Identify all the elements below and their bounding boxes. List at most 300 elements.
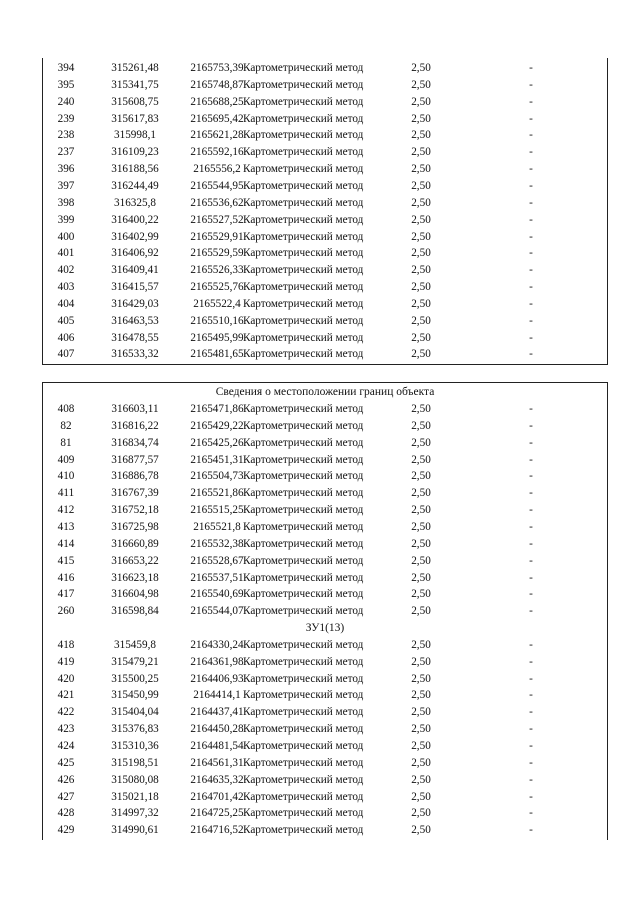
coord-y-cell: 2165481,65: [190, 348, 244, 361]
table-row: [43, 654, 607, 671]
accuracy-cell: 2,50: [411, 605, 431, 618]
note-cell: -: [529, 706, 533, 719]
point-number-cell: 400: [57, 230, 75, 243]
note-cell: -: [529, 537, 533, 550]
accuracy-cell: 2,50: [411, 638, 431, 651]
coord-y-cell: 2165521,86: [190, 487, 244, 500]
accuracy-cell: 2,50: [411, 706, 431, 719]
coord-y-cell: 2164716,52: [190, 824, 244, 837]
method-cell: Картометрический метод: [243, 314, 364, 327]
method-cell: Картометрический метод: [243, 672, 364, 685]
coord-x-cell: 316653,22: [111, 554, 159, 567]
coord-x-cell: 314990,61: [111, 824, 159, 837]
table-row: [43, 687, 607, 704]
method-cell: Картометрический метод: [243, 129, 364, 142]
coord-x-cell: 316604,98: [111, 588, 159, 601]
note-cell: -: [529, 756, 533, 769]
point-number-cell: 408: [57, 403, 75, 415]
note-cell: -: [529, 348, 533, 361]
note-cell: -: [529, 453, 533, 466]
point-number-cell: 399: [57, 213, 75, 226]
method-cell: Картометрический метод: [243, 348, 364, 361]
point-number-cell: 417: [57, 588, 75, 601]
point-number-cell: 401: [57, 247, 75, 260]
point-number-cell: 416: [57, 571, 75, 584]
point-number-cell: 82: [60, 419, 72, 432]
method-cell: Картометрический метод: [243, 588, 364, 601]
note-cell: -: [529, 213, 533, 226]
method-cell: Картометрический метод: [243, 706, 364, 719]
point-number-cell: 409: [57, 453, 75, 466]
table-row: [43, 262, 607, 279]
table-row: [43, 603, 607, 620]
note-cell: -: [529, 314, 533, 327]
accuracy-cell: 2,50: [411, 807, 431, 820]
accuracy-cell: 2,50: [411, 163, 431, 176]
point-number-cell: 240: [57, 95, 75, 108]
coord-y-cell: 2164361,98: [190, 655, 244, 668]
accuracy-cell: 2,50: [411, 62, 431, 74]
accuracy-cell: 2,50: [411, 213, 431, 226]
method-cell: Картометрический метод: [243, 470, 364, 483]
method-cell: Картометрический метод: [243, 403, 364, 415]
method-cell: Картометрический метод: [243, 196, 364, 209]
point-number-cell: 428: [57, 807, 75, 820]
accuracy-cell: 2,50: [411, 95, 431, 108]
table-row: [43, 519, 607, 536]
coord-y-cell: 2164414,1: [193, 689, 241, 702]
method-cell: Картометрический метод: [243, 824, 364, 837]
method-cell: Картометрический метод: [243, 230, 364, 243]
accuracy-cell: 2,50: [411, 297, 431, 310]
table-row: [43, 671, 607, 688]
coord-y-cell: 2164330,24: [190, 638, 244, 651]
accuracy-cell: 2,50: [411, 348, 431, 361]
method-cell: Картометрический метод: [243, 504, 364, 517]
method-cell: Картометрический метод: [243, 179, 364, 192]
table-row: [43, 822, 607, 839]
method-cell: Картометрический метод: [243, 247, 364, 260]
note-cell: -: [529, 638, 533, 651]
method-cell: Картометрический метод: [243, 605, 364, 618]
note-cell: -: [529, 470, 533, 483]
coord-y-cell: 2164437,41: [190, 706, 244, 719]
note-cell: -: [529, 571, 533, 584]
note-cell: -: [529, 520, 533, 533]
coord-y-cell: 2165536,62: [190, 196, 244, 209]
method-cell: Картометрический метод: [243, 807, 364, 820]
point-number-cell: 420: [57, 672, 75, 685]
method-cell: Картометрический метод: [243, 95, 364, 108]
method-cell: Картометрический метод: [243, 537, 364, 550]
accuracy-cell: 2,50: [411, 723, 431, 736]
note-cell: -: [529, 403, 533, 415]
accuracy-cell: 2,50: [411, 740, 431, 752]
point-number-cell: 427: [57, 790, 75, 803]
table-row: [43, 502, 607, 519]
table-row: [43, 586, 607, 603]
table-row: [43, 313, 607, 330]
accuracy-cell: 2,50: [411, 129, 431, 142]
coord-x-cell: 315450,99: [111, 689, 159, 702]
coord-x-cell: 315617,83: [111, 112, 159, 125]
note-cell: -: [529, 196, 533, 209]
accuracy-cell: 2,50: [411, 655, 431, 668]
accuracy-cell: 2,50: [411, 756, 431, 769]
method-cell: Картометрический метод: [243, 453, 364, 466]
coord-y-cell: 2164725,25: [190, 807, 244, 820]
accuracy-cell: 2,50: [411, 790, 431, 803]
method-cell: Картометрический метод: [243, 571, 364, 584]
note-cell: -: [529, 436, 533, 449]
point-number-cell: 424: [57, 740, 75, 752]
accuracy-cell: 2,50: [411, 230, 431, 243]
coord-x-cell: 316402,99: [111, 230, 159, 243]
accuracy-cell: 2,50: [411, 537, 431, 550]
method-cell: Картометрический метод: [243, 723, 364, 736]
coord-y-cell: 2164406,93: [190, 672, 244, 685]
coord-y-cell: 2165753,39: [190, 62, 244, 74]
note-cell: -: [529, 112, 533, 125]
coord-y-cell: 2165527,52: [190, 213, 244, 226]
table-row: [43, 127, 607, 144]
accuracy-cell: 2,50: [411, 689, 431, 702]
accuracy-cell: 2,50: [411, 179, 431, 192]
point-number-cell: 418: [57, 638, 75, 651]
coord-y-cell: 2165544,07: [190, 605, 244, 618]
coord-y-cell: 2164561,31: [190, 756, 244, 769]
table-row: [43, 245, 607, 262]
coord-x-cell: 316244,49: [111, 179, 159, 192]
coord-y-cell: 2165471,86: [190, 403, 244, 415]
section-subtitle: ЗУ1(13): [305, 622, 345, 635]
point-number-cell: 260: [57, 605, 75, 618]
coord-x-cell: 315404,04: [111, 706, 159, 719]
method-cell: Картометрический метод: [243, 520, 364, 533]
point-number-cell: 398: [57, 196, 75, 209]
accuracy-cell: 2,50: [411, 419, 431, 432]
point-number-cell: 410: [57, 470, 75, 483]
method-cell: Картометрический метод: [243, 146, 364, 159]
accuracy-cell: 2,50: [411, 672, 431, 685]
table-row: [43, 296, 607, 313]
note-cell: -: [529, 723, 533, 736]
accuracy-cell: 2,50: [411, 112, 431, 125]
coord-y-cell: 2165522,4: [193, 297, 241, 310]
coord-x-cell: 315341,75: [111, 78, 159, 91]
coord-x-cell: 315080,08: [111, 773, 159, 786]
table-row: [43, 94, 607, 111]
coord-y-cell: 2164450,28: [190, 723, 244, 736]
table-row: [43, 772, 607, 789]
table-row: [43, 77, 607, 94]
coord-y-cell: 2165544,95: [190, 179, 244, 192]
coord-x-cell: 315608,75: [111, 95, 159, 108]
table-row: [43, 805, 607, 822]
note-cell: -: [529, 807, 533, 820]
method-cell: Картометрический метод: [243, 740, 364, 752]
accuracy-cell: 2,50: [411, 824, 431, 837]
point-number-cell: 425: [57, 756, 75, 769]
point-number-cell: 423: [57, 723, 75, 736]
point-number-cell: 81: [60, 436, 72, 449]
boundary-table-object: [42, 382, 608, 840]
point-number-cell: 394: [57, 62, 75, 74]
coord-y-cell: 2165528,67: [190, 554, 244, 567]
method-cell: Картометрический метод: [243, 773, 364, 786]
coord-x-cell: 316816,22: [111, 419, 159, 432]
method-cell: Картометрический метод: [243, 419, 364, 432]
table-row: [43, 144, 607, 161]
coord-x-cell: 316406,92: [111, 247, 159, 260]
method-cell: Картометрический метод: [243, 487, 364, 500]
table-row: [43, 721, 607, 738]
table-row: [43, 553, 607, 570]
accuracy-cell: 2,50: [411, 196, 431, 209]
accuracy-cell: 2,50: [411, 403, 431, 415]
note-cell: -: [529, 824, 533, 837]
note-cell: -: [529, 773, 533, 786]
point-number-cell: 414: [57, 537, 75, 550]
point-number-cell: 395: [57, 78, 75, 91]
point-number-cell: 238: [57, 129, 75, 142]
coord-y-cell: 2165510,16: [190, 314, 244, 327]
coord-y-cell: 2164701,42: [190, 790, 244, 803]
table-row: [43, 536, 607, 553]
note-cell: -: [529, 504, 533, 517]
point-number-cell: 396: [57, 163, 75, 176]
method-cell: Картометрический метод: [243, 264, 364, 277]
coord-x-cell: 315021,18: [111, 790, 159, 803]
point-number-cell: 415: [57, 554, 75, 567]
table-row: [43, 418, 607, 435]
accuracy-cell: 2,50: [411, 773, 431, 786]
coord-x-cell: 315376,83: [111, 723, 159, 736]
coord-y-cell: 2165529,59: [190, 247, 244, 260]
method-cell: Картометрический метод: [243, 638, 364, 651]
note-cell: -: [529, 672, 533, 685]
coord-x-cell: 315310,36: [111, 740, 159, 752]
coord-x-cell: 315198,51: [111, 756, 159, 769]
note-cell: -: [529, 281, 533, 294]
coord-x-cell: 316660,89: [111, 537, 159, 550]
accuracy-cell: 2,50: [411, 504, 431, 517]
table-row: [43, 111, 607, 128]
note-cell: -: [529, 419, 533, 432]
point-number-cell: 429: [57, 824, 75, 837]
coord-y-cell: 2165515,25: [190, 504, 244, 517]
point-number-cell: 419: [57, 655, 75, 668]
note-cell: -: [529, 740, 533, 752]
coord-y-cell: 2165695,42: [190, 112, 244, 125]
table-row: [43, 229, 607, 246]
table-row: [43, 637, 607, 654]
note-cell: -: [529, 129, 533, 142]
coord-x-cell: 316429,03: [111, 297, 159, 310]
coord-y-cell: 2165621,28: [190, 129, 244, 142]
note-cell: -: [529, 163, 533, 176]
note-cell: -: [529, 179, 533, 192]
note-cell: -: [529, 790, 533, 803]
point-number-cell: 406: [57, 331, 75, 344]
coord-x-cell: 316400,22: [111, 213, 159, 226]
coord-x-cell: 316598,84: [111, 605, 159, 618]
coord-y-cell: 2165748,87: [190, 78, 244, 91]
method-cell: Картометрический метод: [243, 213, 364, 226]
table-row: [43, 485, 607, 502]
coord-y-cell: 2165529,91: [190, 230, 244, 243]
coord-x-cell: 316325,8: [114, 196, 156, 209]
point-number-cell: 403: [57, 281, 75, 294]
coord-y-cell: 2165425,26: [190, 436, 244, 449]
point-number-cell: 237: [57, 146, 75, 159]
coord-x-cell: 316415,57: [111, 281, 159, 294]
coord-y-cell: 2165525,76: [190, 281, 244, 294]
table-row: [43, 346, 607, 363]
table-row: [43, 161, 607, 178]
coord-y-cell: 2165429,22: [190, 419, 244, 432]
method-cell: Картометрический метод: [243, 281, 364, 294]
coord-x-cell: 316752,18: [111, 504, 159, 517]
table-row: [43, 570, 607, 587]
coord-x-cell: 316886,78: [111, 470, 159, 483]
coord-x-cell: 316623,18: [111, 571, 159, 584]
coord-x-cell: 315998,1: [114, 129, 156, 142]
note-cell: -: [529, 264, 533, 277]
method-cell: Картометрический метод: [243, 297, 364, 310]
coord-x-cell: 316603,11: [111, 403, 159, 415]
coord-x-cell: 316725,98: [111, 520, 159, 533]
table-row: [43, 212, 607, 229]
accuracy-cell: 2,50: [411, 281, 431, 294]
coord-y-cell: 2165495,99: [190, 331, 244, 344]
method-cell: Картометрический метод: [243, 756, 364, 769]
table-row: [43, 178, 607, 195]
boundary-table-continued: [42, 58, 608, 365]
note-cell: -: [529, 95, 533, 108]
table-row: [43, 401, 607, 418]
coord-x-cell: 316478,55: [111, 331, 159, 344]
accuracy-cell: 2,50: [411, 571, 431, 584]
table-row: [43, 60, 607, 77]
note-cell: -: [529, 588, 533, 601]
note-cell: -: [529, 146, 533, 159]
table-row: [43, 468, 607, 485]
table-row: [43, 738, 607, 755]
coord-y-cell: 2165592,16: [190, 146, 244, 159]
accuracy-cell: 2,50: [411, 520, 431, 533]
note-cell: -: [529, 554, 533, 567]
coord-x-cell: 316188,56: [111, 163, 159, 176]
method-cell: Картометрический метод: [243, 790, 364, 803]
accuracy-cell: 2,50: [411, 470, 431, 483]
accuracy-cell: 2,50: [411, 453, 431, 466]
coord-y-cell: 2165688,25: [190, 95, 244, 108]
coord-y-cell: 2165556,2: [193, 163, 241, 176]
note-cell: -: [529, 689, 533, 702]
coord-y-cell: 2165532,38: [190, 537, 244, 550]
accuracy-cell: 2,50: [411, 487, 431, 500]
accuracy-cell: 2,50: [411, 331, 431, 344]
coord-y-cell: 2165451,31: [190, 453, 244, 466]
coord-y-cell: 2164481,54: [190, 740, 244, 752]
point-number-cell: 413: [57, 520, 75, 533]
table-row: [43, 789, 607, 806]
coord-x-cell: 316463,53: [111, 314, 159, 327]
point-number-cell: 422: [57, 706, 75, 719]
coord-x-cell: 314997,32: [111, 807, 159, 820]
accuracy-cell: 2,50: [411, 247, 431, 260]
coord-y-cell: 2165526,33: [190, 264, 244, 277]
note-cell: -: [529, 62, 533, 74]
coord-x-cell: 315500,25: [111, 672, 159, 685]
point-number-cell: 421: [57, 689, 75, 702]
coord-x-cell: 315261,48: [111, 62, 159, 74]
table-title: Сведения о местоположении границ объекта: [215, 386, 435, 398]
method-cell: Картометрический метод: [243, 78, 364, 91]
method-cell: Картометрический метод: [243, 331, 364, 344]
note-cell: -: [529, 230, 533, 243]
point-number-cell: 407: [57, 348, 75, 361]
note-cell: -: [529, 78, 533, 91]
coord-y-cell: 2165521,8: [193, 520, 241, 533]
accuracy-cell: 2,50: [411, 554, 431, 567]
point-number-cell: 397: [57, 179, 75, 192]
table-row: [43, 435, 607, 452]
coord-x-cell: 316409,41: [111, 264, 159, 277]
method-cell: Картометрический метод: [243, 163, 364, 176]
point-number-cell: 402: [57, 264, 75, 277]
point-number-cell: 411: [57, 487, 75, 500]
coord-y-cell: 2165504,73: [190, 470, 244, 483]
method-cell: Картометрический метод: [243, 62, 364, 74]
method-cell: Картометрический метод: [243, 112, 364, 125]
coord-x-cell: 315479,21: [111, 655, 159, 668]
table-row: [43, 755, 607, 772]
point-number-cell: 404: [57, 297, 75, 310]
accuracy-cell: 2,50: [411, 146, 431, 159]
point-number-cell: 412: [57, 504, 75, 517]
table-row: [43, 330, 607, 347]
coord-y-cell: 2164635,32: [190, 773, 244, 786]
coord-x-cell: 316834,74: [111, 436, 159, 449]
method-cell: Картометрический метод: [243, 436, 364, 449]
method-cell: Картометрический метод: [243, 689, 364, 702]
point-number-cell: 426: [57, 773, 75, 786]
note-cell: -: [529, 247, 533, 260]
note-cell: -: [529, 297, 533, 310]
table-row: [43, 279, 607, 296]
coord-x-cell: 315459,8: [114, 638, 156, 651]
note-cell: -: [529, 331, 533, 344]
table-row: [43, 452, 607, 469]
note-cell: -: [529, 487, 533, 500]
table-row: [43, 195, 607, 212]
method-cell: Картометрический метод: [243, 655, 364, 668]
accuracy-cell: 2,50: [411, 78, 431, 91]
coord-x-cell: 316109,23: [111, 146, 159, 159]
note-cell: -: [529, 655, 533, 668]
method-cell: Картометрический метод: [243, 554, 364, 567]
coord-y-cell: 2165537,51: [190, 571, 244, 584]
accuracy-cell: 2,50: [411, 314, 431, 327]
accuracy-cell: 2,50: [411, 436, 431, 449]
coord-x-cell: 316877,57: [111, 453, 159, 466]
coord-y-cell: 2165540,69: [190, 588, 244, 601]
point-number-cell: 239: [57, 112, 75, 125]
note-cell: -: [529, 605, 533, 618]
accuracy-cell: 2,50: [411, 588, 431, 601]
